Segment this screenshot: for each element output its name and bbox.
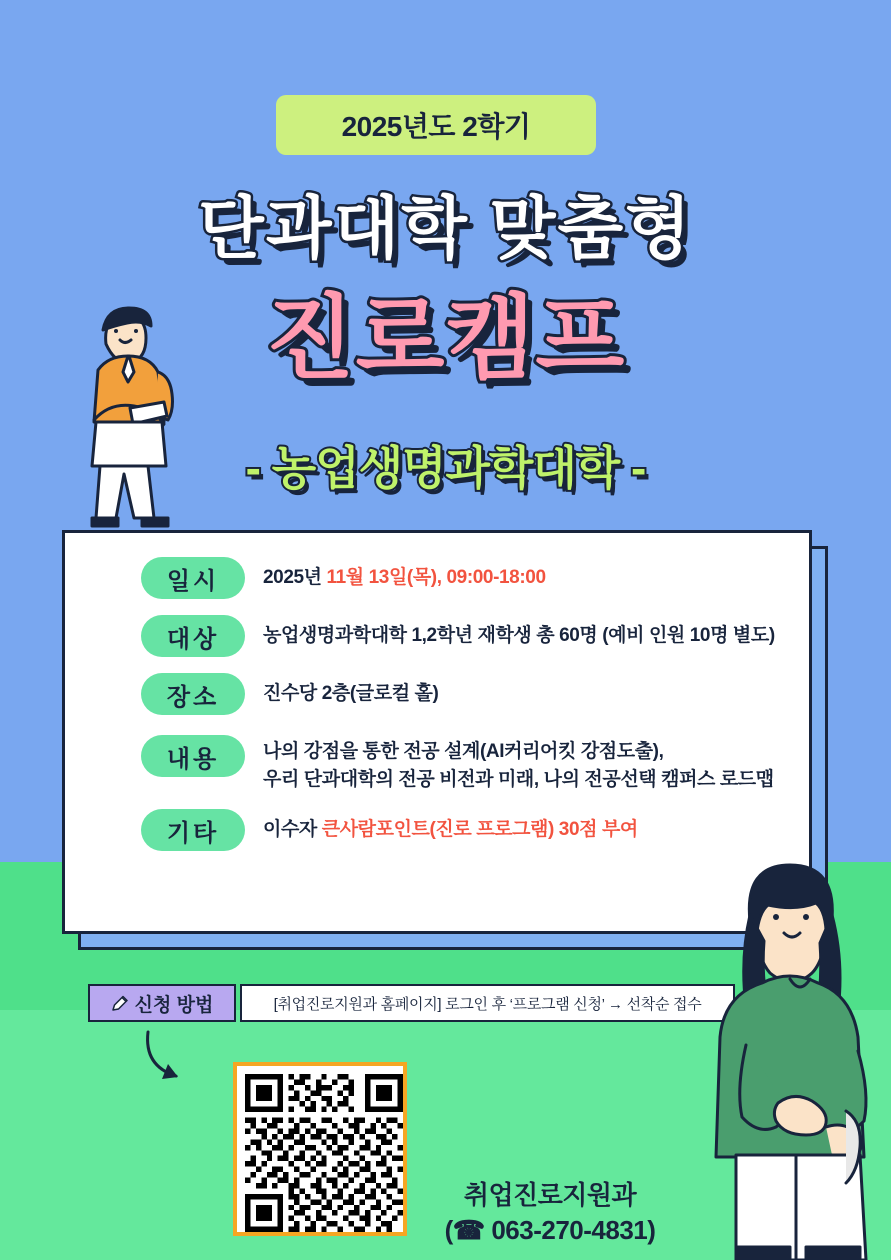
term-badge: 2025년도 2학기 — [276, 95, 596, 155]
student-illustration-right — [700, 855, 890, 1260]
curved-arrow-icon — [140, 1028, 240, 1088]
info-row-text: 농업생명과학대학 1,2학년 재학생 총 60명 (예비 인원 10명 별도) — [263, 625, 775, 646]
qr-code[interactable] — [233, 1062, 407, 1236]
info-row-text-highlight: 큰사람포인트(진로 프로그램) 30점 부여 — [321, 819, 638, 841]
contact-info — [400, 1178, 700, 1248]
contact-phone: (☎ 063-270-4831) — [444, 1215, 656, 1246]
info-row-text-prefix: 2025년 — [263, 567, 327, 588]
info-row-text-line1: 나의 강점을 통한 전공 설계(AI커리어킷 강점도출), — [263, 741, 664, 762]
info-row-tag: 장소 — [141, 673, 245, 715]
info-row — [85, 673, 789, 715]
info-row-text-highlight: 11월 13일(목), 09:00-18:00 — [326, 567, 546, 588]
info-row-tag: 대상 — [141, 615, 245, 657]
apply-method-badge — [88, 984, 236, 1022]
info-row-text — [263, 809, 638, 844]
info-row — [85, 557, 789, 599]
apply-method-description: [취업진로지원과 홈페이지] 로그인 후 ‘프로그램 신청’ → 선착순 접수 — [240, 984, 735, 1022]
student-illustration-left — [70, 300, 200, 530]
info-row — [85, 809, 789, 851]
info-row-text: 진수당 2층(글로컬 홀) — [263, 683, 439, 704]
poster-title-line1: 단과대학 맞춤형 — [198, 191, 693, 267]
info-row-tag: 일시 — [141, 557, 245, 599]
poster-subtitle: - 농업생명과학대학 - — [245, 442, 646, 494]
info-row-text — [263, 557, 546, 592]
pencil-icon — [111, 994, 129, 1012]
info-row-text-line2: 우리 단과대학의 전공 비전과 미래, 나의 전공선택 캠퍼스 로드맵 — [263, 768, 774, 790]
info-row-text — [263, 731, 774, 793]
info-row-tag: 내용 — [141, 735, 245, 777]
poster-title-line2: 진로캠프 — [265, 288, 626, 390]
info-row — [85, 731, 789, 793]
info-row-tag: 기타 — [141, 809, 245, 851]
contact-department: 취업진로지원과 — [463, 1180, 637, 1210]
apply-method-label: 신청 방법 — [134, 994, 214, 1016]
qr-code-image — [245, 1074, 403, 1232]
info-row — [85, 615, 789, 657]
info-row-text-prefix: 이수자 — [263, 819, 322, 841]
